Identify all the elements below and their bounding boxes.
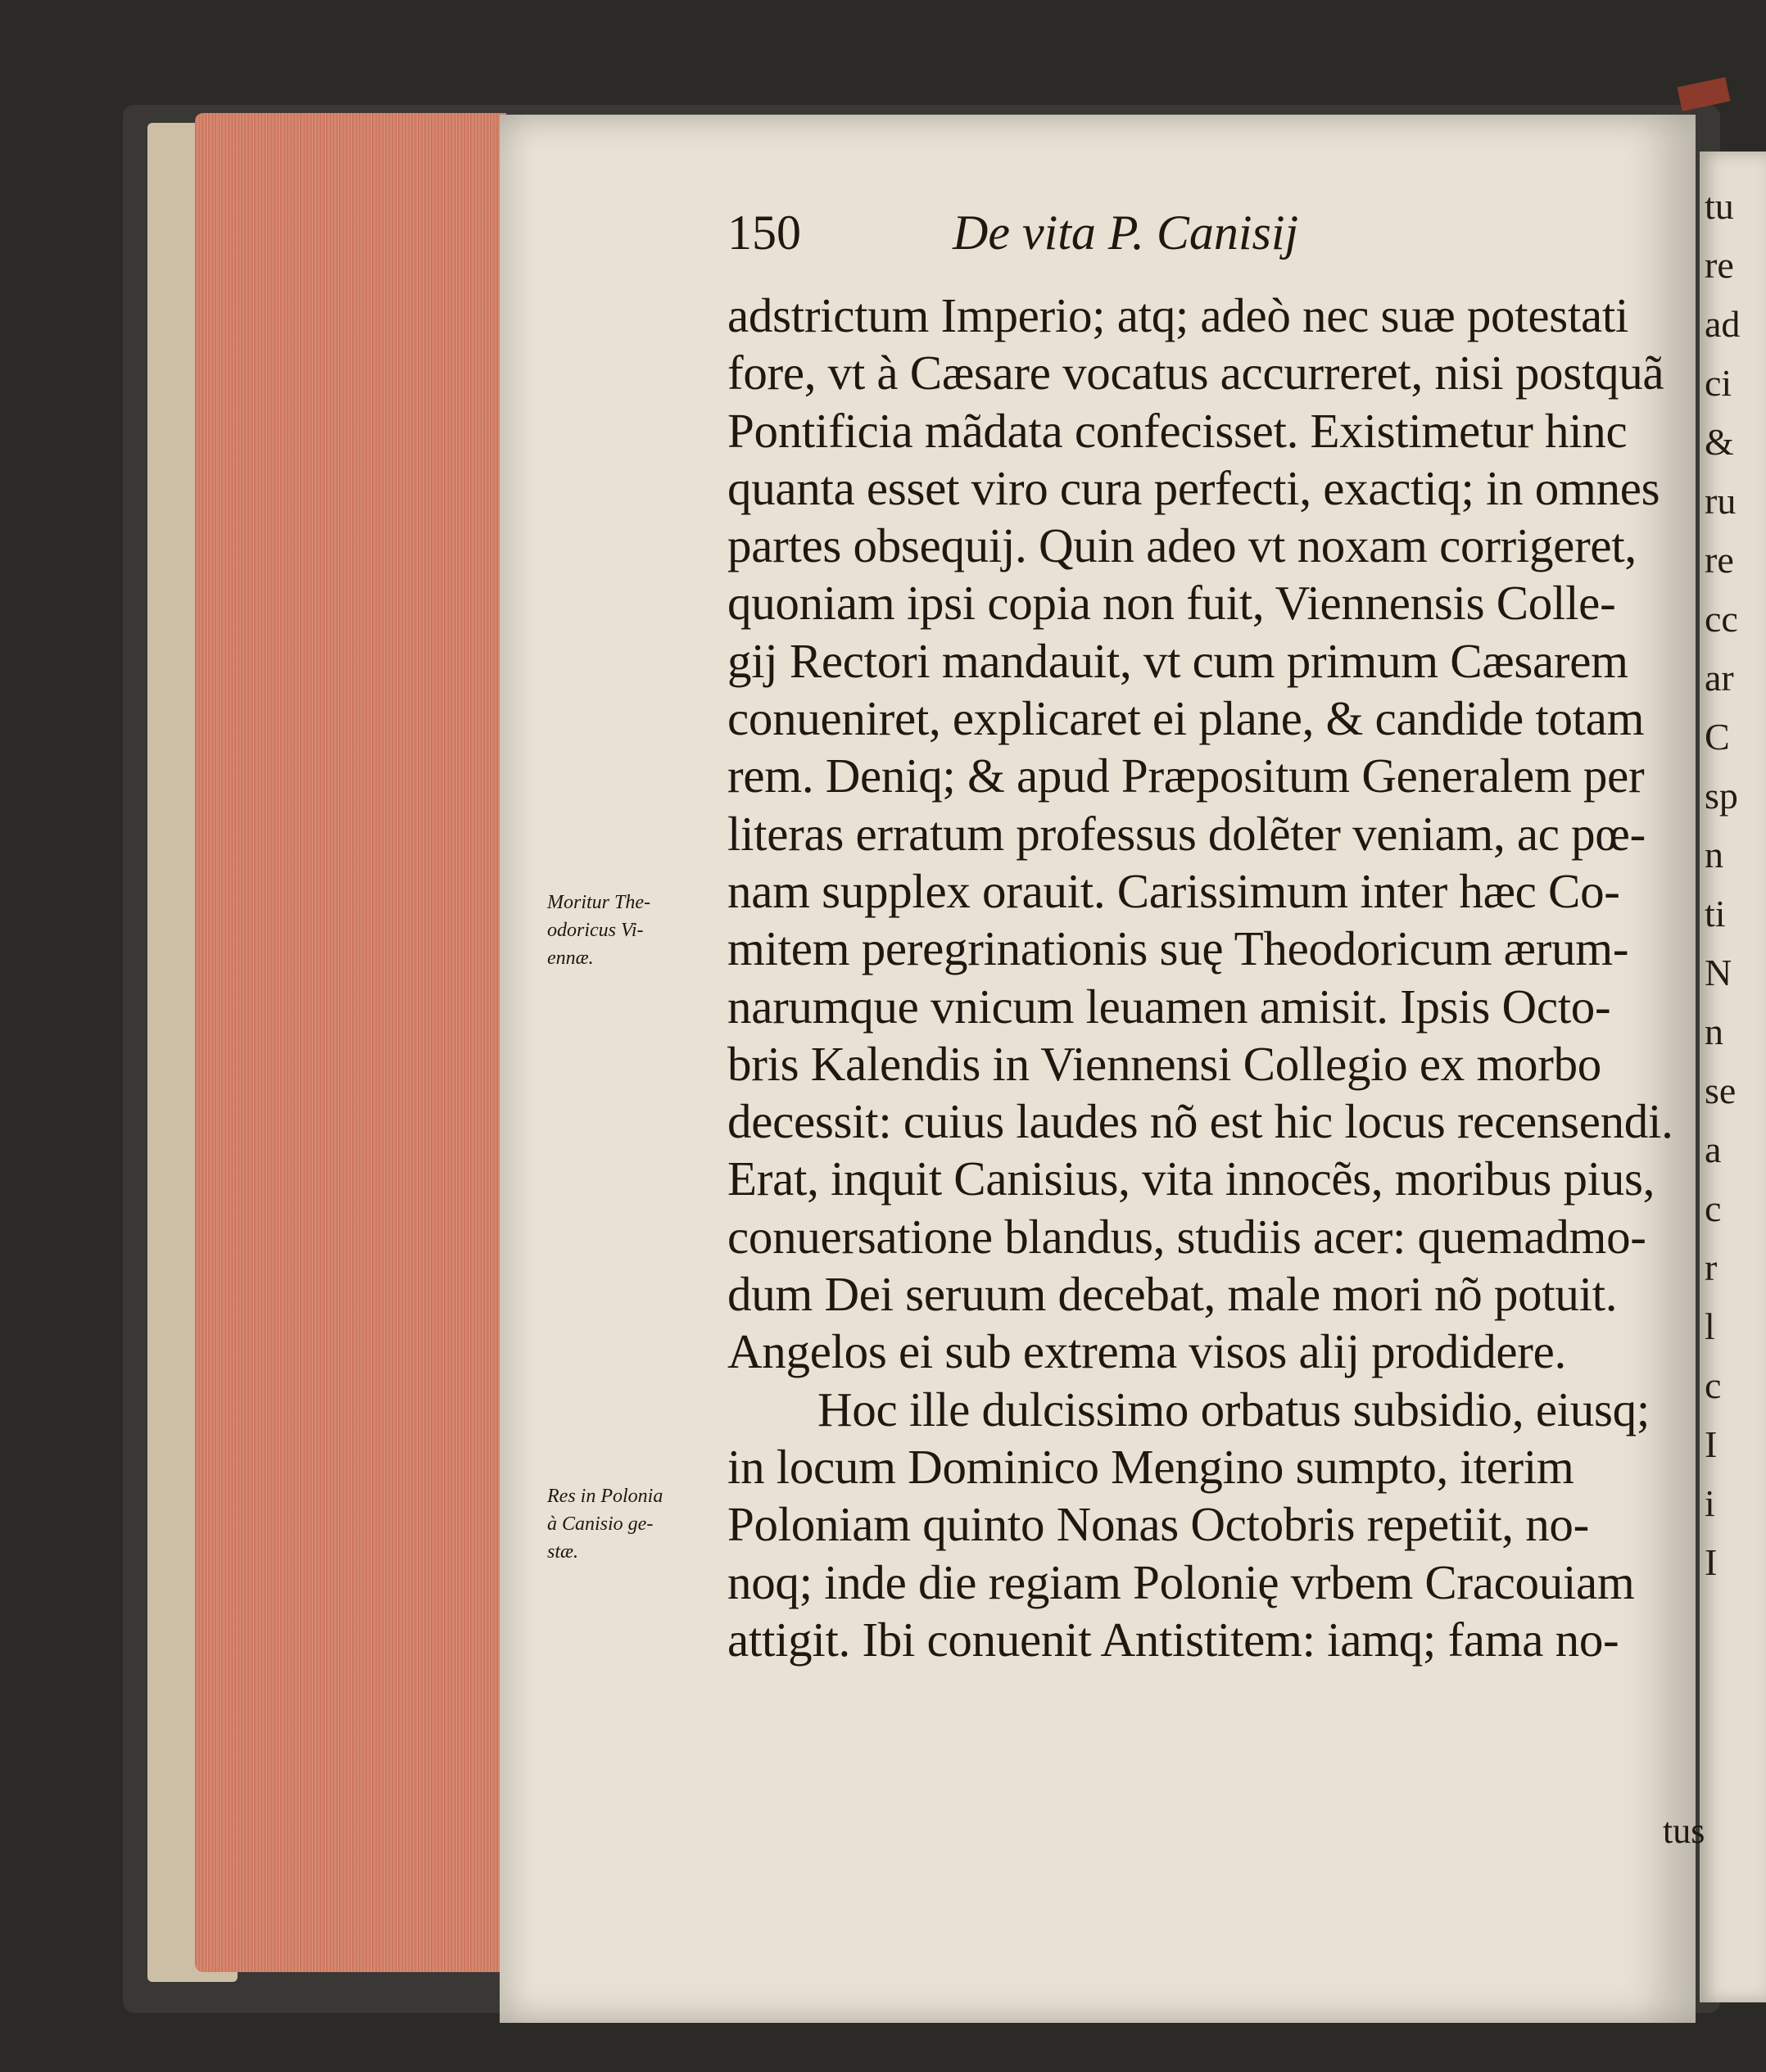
- facing-fragment: n: [1705, 834, 1723, 875]
- facing-fragment: re: [1705, 539, 1734, 581]
- text-line: quanta esset viro cura perfecti, exactiq; in omnes: [727, 460, 1660, 515]
- facing-fragment: tu: [1705, 185, 1734, 227]
- facing-fragment: I: [1705, 1541, 1718, 1583]
- text-line: nam supplex orauit. Carissimum inter hæc Co-: [727, 863, 1620, 918]
- facing-page-edge: [1700, 152, 1766, 2002]
- text-line: Pontificia mãdata confecisset. Existimetur hinc: [727, 403, 1628, 458]
- marginal-note-line: Moritur The-: [547, 892, 650, 913]
- text-line: attigit. Ibi conuenit Antistitem: iamq; fama no-: [727, 1612, 1619, 1667]
- text-line: decessit: cuius laudes nõ est hic locus recensendi.: [727, 1094, 1673, 1149]
- text-line: Hoc ille dulcissimo orbatus subsidio, eiusq;: [817, 1382, 1650, 1436]
- facing-fragment: C: [1705, 716, 1730, 758]
- red-page-edges: [195, 113, 506, 1972]
- marginal-note-line: Res in Polonia: [547, 1486, 663, 1507]
- text-line: in locum Dominico Mengino sumpto, iterim: [727, 1439, 1574, 1494]
- catchword: tus: [1663, 1811, 1705, 1851]
- text-line: fore, vt à Cæsare vocatus accurreret, nisi postquã: [727, 346, 1664, 400]
- text-line: gij Rectori mandauit, vt cum primum Cæsarem: [727, 633, 1628, 688]
- facing-fragment: c: [1705, 1188, 1722, 1229]
- marginal-note-line: ennæ.: [547, 948, 594, 969]
- marginal-note-polonia: [547, 1482, 723, 1566]
- page-header: [727, 205, 1298, 261]
- facing-fragment: N: [1705, 952, 1732, 993]
- text-line: partes obsequij. Quin adeo vt noxam corrigeret,: [727, 518, 1637, 573]
- text-line: Angelos ei sub extrema visos alij prodidere.: [727, 1324, 1566, 1379]
- facing-fragment: c: [1705, 1364, 1722, 1406]
- running-head: De vita P. Canisij: [953, 206, 1299, 260]
- facing-fragment: sp: [1705, 775, 1738, 817]
- text-line: adstrictum Imperio; atq; adeò nec suæ potestati: [727, 288, 1629, 342]
- page-number: 150: [727, 206, 801, 260]
- facing-fragment: n: [1705, 1011, 1723, 1052]
- text-line: Erat, inquit Canisius, vita innocẽs, moribus pius,: [727, 1151, 1655, 1206]
- marginal-note-theodoricus: [547, 889, 723, 972]
- text-line: literas erratum professus dolẽter veniam, ac pœ-: [727, 806, 1646, 861]
- text-line: quoniam ipsi copia non fuit, Viennensis Colle-: [727, 576, 1616, 631]
- text-line: Poloniam quinto Nonas Octobris repetiit, no-: [727, 1497, 1589, 1552]
- text-line: bris Kalendis in Viennensi Collegio ex morbo: [727, 1036, 1601, 1091]
- facing-fragment: l: [1705, 1305, 1715, 1347]
- facing-fragment: r: [1705, 1246, 1718, 1288]
- facing-fragment: ar: [1705, 657, 1734, 699]
- text-line: dum Dei seruum decebat, male mori nõ potuit.: [727, 1267, 1618, 1322]
- text-line: rem. Deniq; & apud Præpositum Generalem per: [727, 749, 1645, 803]
- text-line: conueniret, explicaret ei plane, & candide totam: [727, 691, 1645, 746]
- facing-fragment: i: [1705, 1482, 1715, 1524]
- text-line: conuersatione blandus, studiis acer: quemadmo-: [727, 1209, 1646, 1264]
- facing-fragment: ci: [1705, 362, 1732, 404]
- facing-fragment: ru: [1705, 480, 1737, 522]
- facing-fragment: cc: [1705, 598, 1738, 640]
- facing-fragment: ti: [1705, 893, 1726, 934]
- text-line: mitem peregrinationis suę Theodoricum ærum-: [727, 921, 1629, 976]
- marginal-note-line: à Canisio ge-: [547, 1513, 654, 1535]
- facing-fragment: ad: [1705, 303, 1741, 345]
- facing-fragment: re: [1705, 244, 1734, 286]
- facing-fragment: se: [1705, 1070, 1737, 1111]
- facing-fragment: I: [1705, 1423, 1718, 1465]
- facing-fragment: a: [1705, 1129, 1722, 1170]
- bookmark-ribbon: [1678, 77, 1731, 111]
- text-line: noq; inde die regiam Polonię vrbem Cracouiam: [727, 1554, 1635, 1609]
- marginal-note-line: stæ.: [547, 1541, 579, 1563]
- facing-fragment: &: [1705, 421, 1734, 463]
- marginal-note-line: odoricus Vi-: [547, 920, 644, 941]
- text-line: narumque vnicum leuamen amisit. Ipsis Octo-: [727, 979, 1611, 1034]
- body-text: [727, 287, 1702, 1668]
